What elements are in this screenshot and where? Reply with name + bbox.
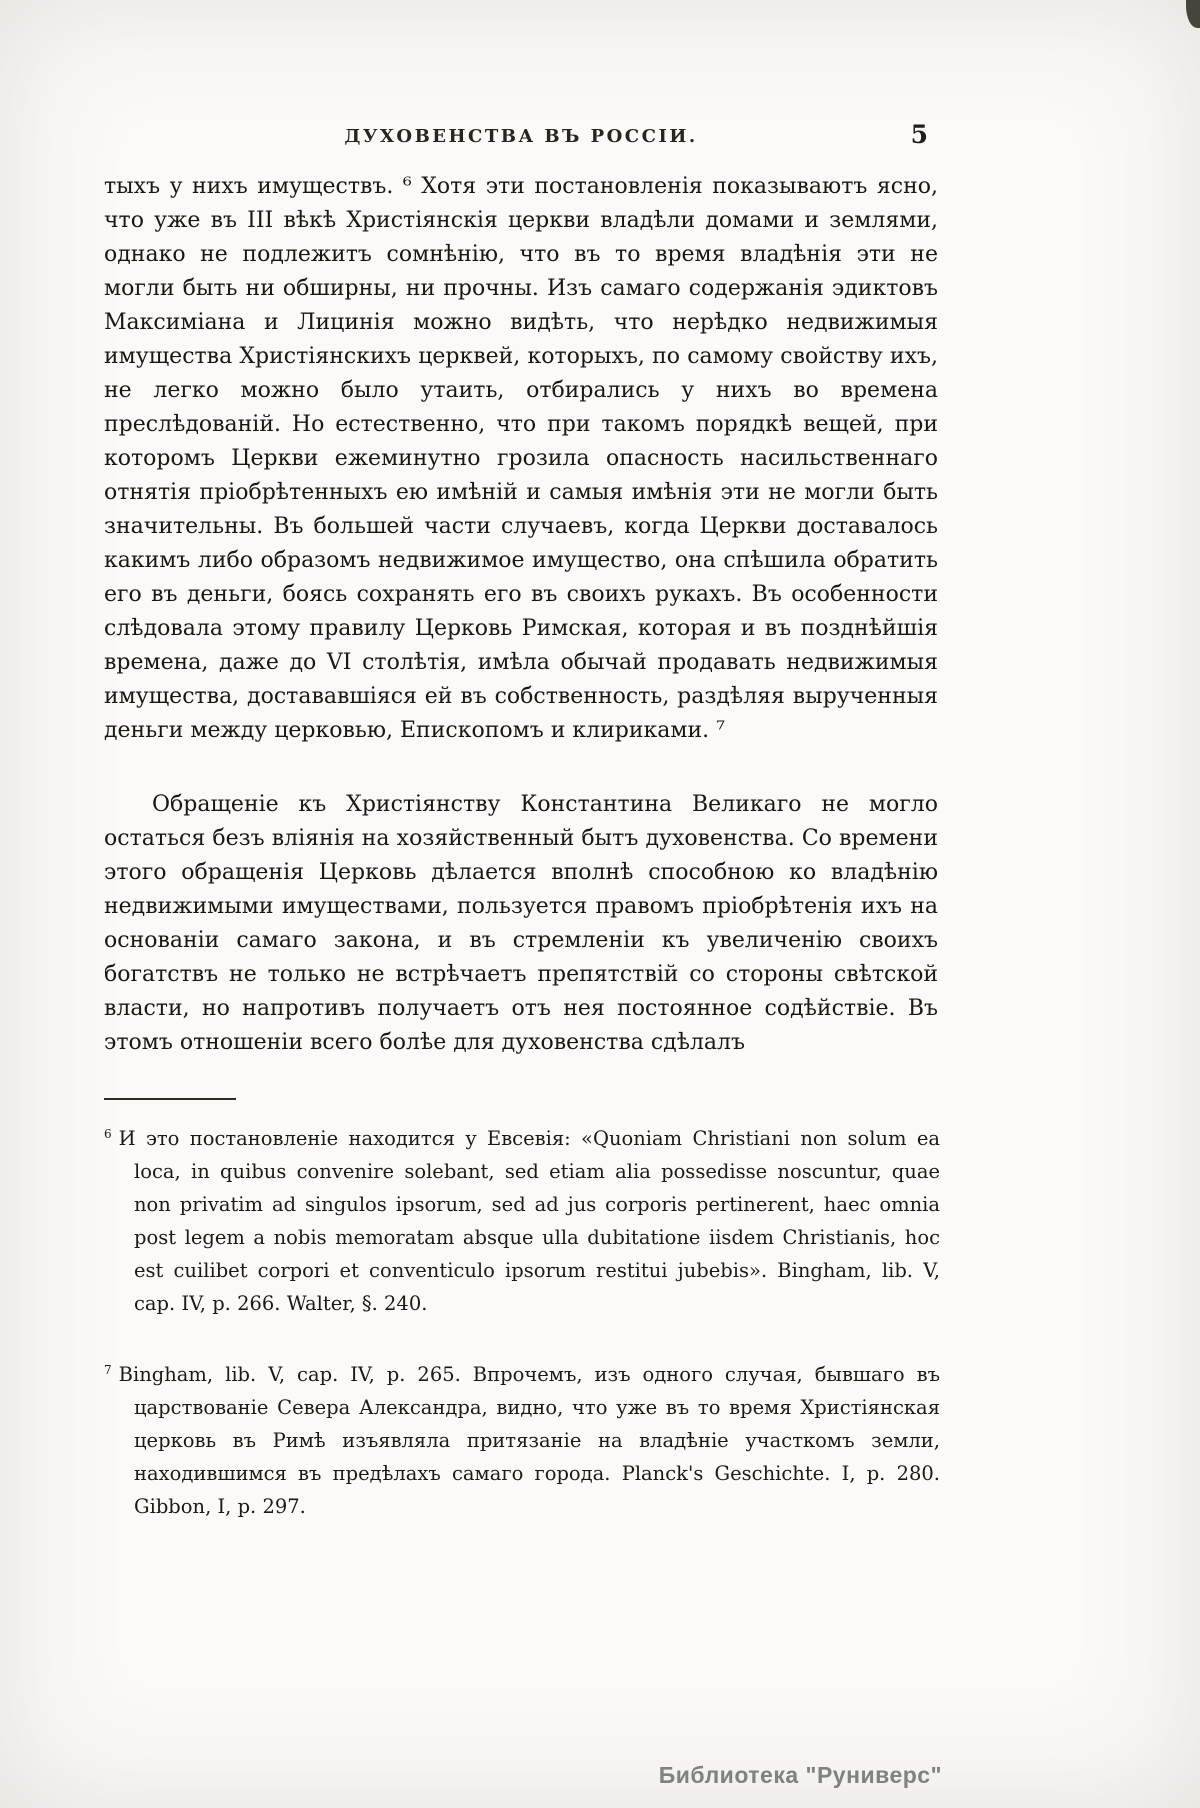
library-watermark: Библиотека "Руниверс" xyxy=(658,1762,942,1788)
scan-artifact xyxy=(1186,0,1200,28)
footnote-separator xyxy=(104,1098,236,1100)
body-text xyxy=(104,170,938,1060)
footnotes-section xyxy=(104,1122,940,1523)
body-paragraph-2: Обращеніе къ Христіянству Константина Великаго не могло остаться безъ вліянія на хозяйственный бытъ духовенства. Со времени этого обращенія Церковь дѣлается вполнѣ способною ко владѣнію недвижимыми имуществами, пользуется правомъ пріобрѣтенія ихъ на основаніи самаго закона, и въ стремленіи къ увеличенію своихъ богатствъ не только не встрѣчаетъ препятствій со стороны свѣтской власти, но напротивъ получаетъ отъ нея постоянное содѣйствіе. Въ этомъ отношеніи всего болѣе для духовенства сдѣлалъ xyxy=(104,792,938,1055)
footnote-7-text: Bingham, lib. V, cap. IV, p. 265. Впрочемъ, изъ одного случая, бывшаго въ царствованіе Севера Александра, видно, что уже въ то время Христіянская церковь въ Римѣ изъявляла притязаніе на владѣніе участкомъ земли, находившимся въ предѣлахъ самаго города. Planck's Geschichte. I, p. 280. Gibbon, I, p. 297. xyxy=(118,1363,940,1518)
footnote-6-marker: 6 xyxy=(104,1126,112,1141)
page-header xyxy=(104,120,938,158)
page-number: 5 xyxy=(910,120,928,149)
footnote-6-text: И это постановленіе находится у Евсевія: «Quoniam Christiani non solum ea loca, in quibus convenire solebant, sed etiam alia possedisse noscuntur, quae non privatim ad singulos ipsorum, sed ad jus corporis pertinerent, haec omnia post legem a nobis memoratam absque ulla dubitatione iisdem Christianis, hoc est cuilibet corpori et conventiculo ipsorum restitui jubebis». Bingham, lib. V, cap. IV, p. 266. Walter, §. 240. xyxy=(118,1127,940,1315)
footnote-7 xyxy=(104,1358,940,1523)
footnote-7-marker: 7 xyxy=(104,1362,112,1377)
body-paragraph-1: тыхъ у нихъ имуществъ. ⁶ Хотя эти постановленія показываютъ ясно, что уже въ III вѣкѣ Христіянскія церкви владѣли домами и землями, однако не подлежитъ сомнѣнію, что въ то время владѣнія эти не могли быть ни обширны, ни прочны. Изъ самаго содержанія эдиктовъ Максиміана и Лицинія можно видѣть, что нерѣдко недвижимыя имущества Христіянскихъ церквей, которыхъ, по самому свойству ихъ, не легко можно было утаить, отбирались у нихъ во времена преслѣдованій. Но естественно, что при такомъ порядкѣ вещей, при которомъ Церкви ежеминутно грозила опасность насильственнаго отнятія пріобрѣтенныхъ ею имѣній и самыя имѣнія эти не могли быть значительны. Въ большей части случаевъ, когда Церкви доставалось какимъ либо образомъ недвижимое имущество, она спѣшила обратить его въ деньги, боясь сохранять его въ своихъ рукахъ. Въ особенности слѣдовала этому правилу Церковь Римская, которая и въ позднѣйшія времена, даже до VI столѣтія, имѣла обычай продавать недвижимыя имущества, достававшіяся ей въ собственность, раздѣляя вырученныя деньги между церковью, Епископомъ и клириками. ⁷ xyxy=(104,174,938,743)
running-title: ДУХОВЕНСТВА ВЪ РОССІИ. xyxy=(344,126,698,147)
footnote-6 xyxy=(104,1122,940,1320)
